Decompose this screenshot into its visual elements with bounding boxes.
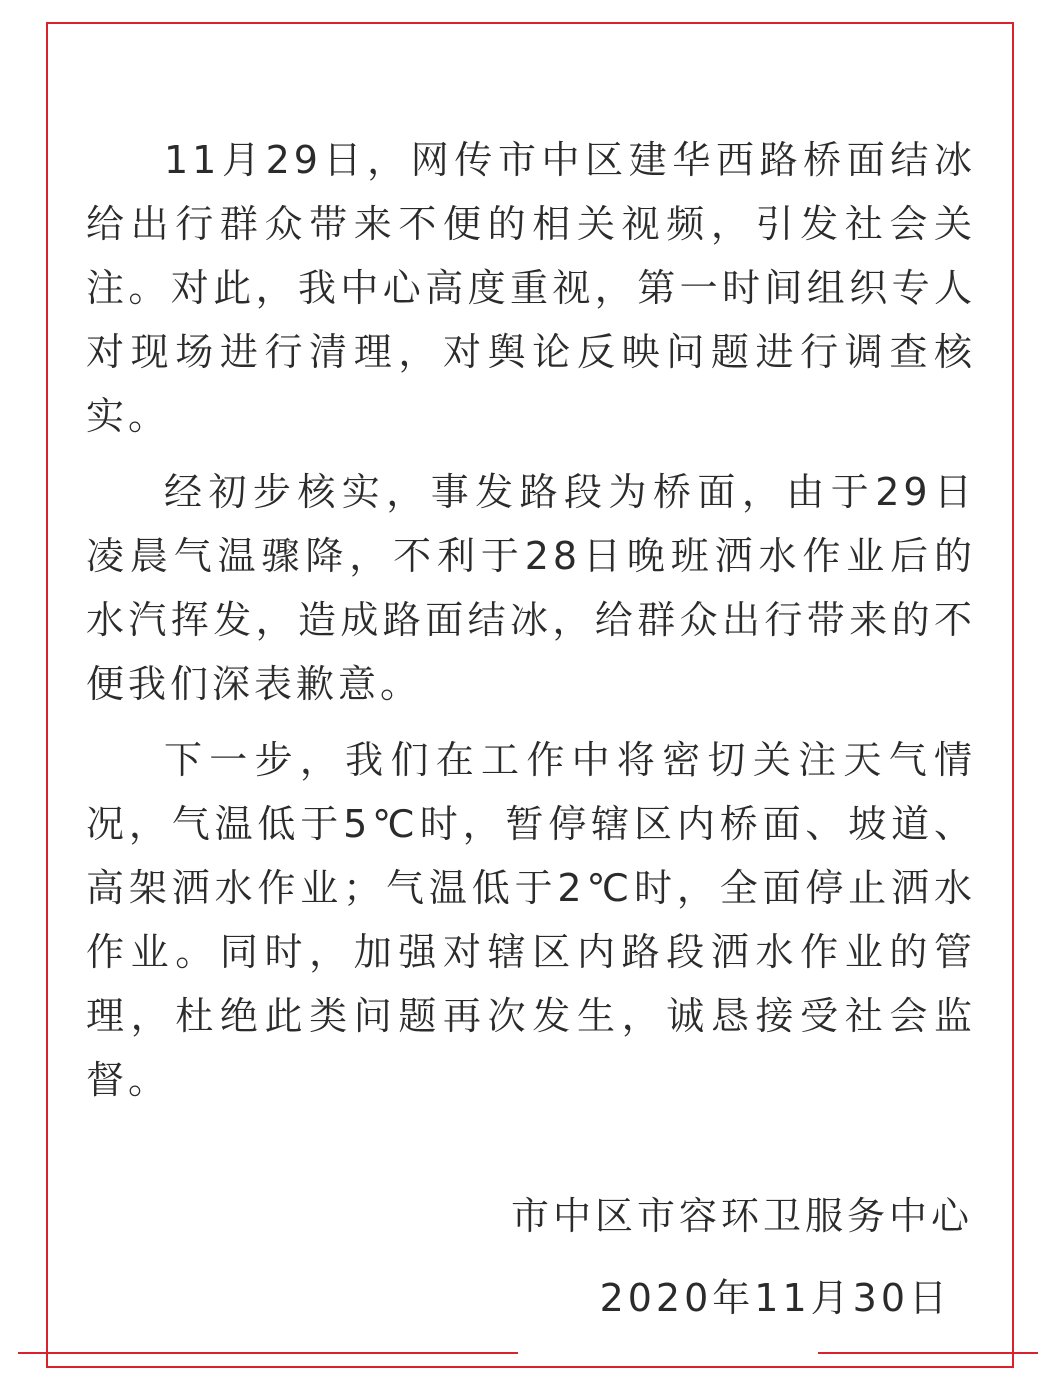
signature-organization: 市中区市容环卫服务中心 — [510, 1194, 973, 1238]
paragraph-3: 下一步，我们在工作中将密切关注天气情况，气温低于5℃时，暂停辖区内桥面、坡道、高架洒水作业；气温低于2℃时，全面停止洒水作业。同时，加强对辖区内路段洒水作业的管理，杜绝此类问题再次发生，诚恳接受社会监督。 — [86, 738, 976, 1102]
signature-date: 2020年11月30日 — [599, 1276, 951, 1320]
bottom-divider-left — [18, 1352, 518, 1354]
paragraph-2: 经初步核实，事发路段为桥面，由于29日凌晨气温骤降，不利于28日晚班洒水作业后的水汽挥发，造成路面结冰，给群众出行带来的不便我们深表歉意。 — [86, 470, 976, 706]
paragraph-1: 11月29日，网传市中区建华西路桥面结冰给出行群众带来不便的相关视频，引发社会关注。对此，我中心高度重视，第一时间组织专人对现场进行清理，对舆论反映问题进行调查核实。 — [86, 138, 976, 438]
bottom-divider-right — [818, 1352, 1038, 1354]
statement-body — [86, 128, 976, 1124]
